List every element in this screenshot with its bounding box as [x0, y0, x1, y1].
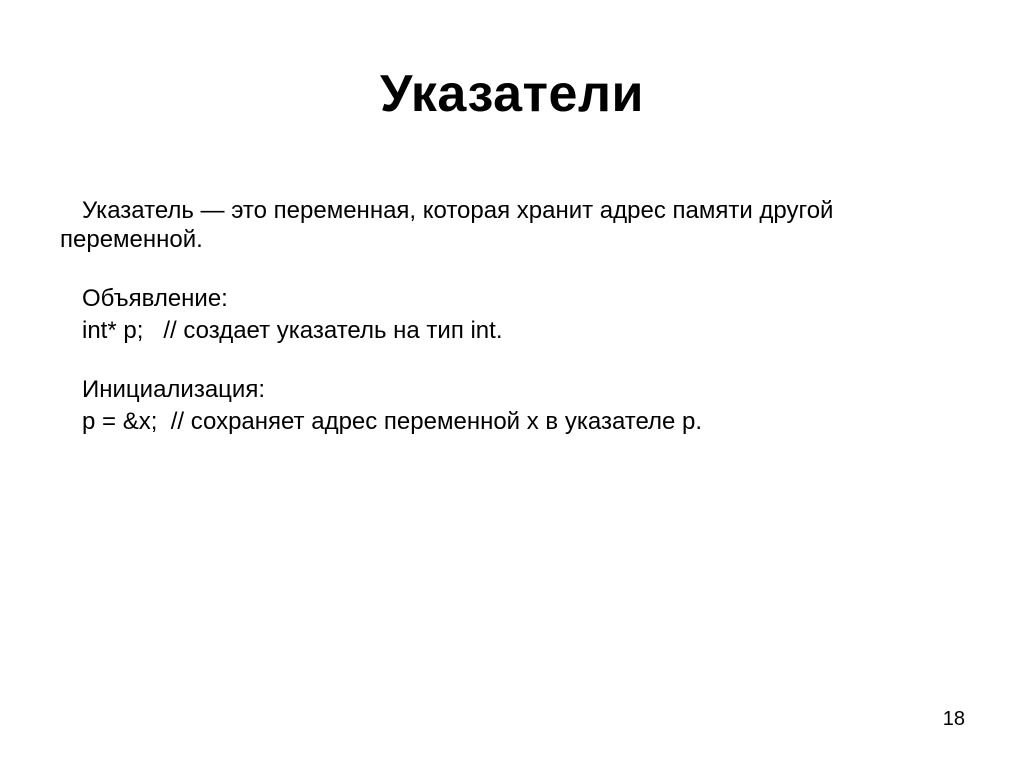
declaration-label: Объявление: [82, 285, 228, 312]
slide-body [60, 196, 940, 436]
declaration-block [60, 284, 940, 345]
initialization-code: p = &x; // сохраняет адрес переменной x в указателе p. [82, 408, 703, 435]
slide-title: Указатели [380, 65, 644, 123]
definition-text: Указатель — это переменная, которая хранит адрес памяти другой переменной. [60, 197, 834, 253]
initialization-label: Инициализация: [82, 376, 265, 403]
page-number: 18 [942, 708, 965, 730]
initialization-block [60, 375, 940, 436]
declaration-code: int* p; // создает указатель на тип int. [82, 317, 503, 344]
